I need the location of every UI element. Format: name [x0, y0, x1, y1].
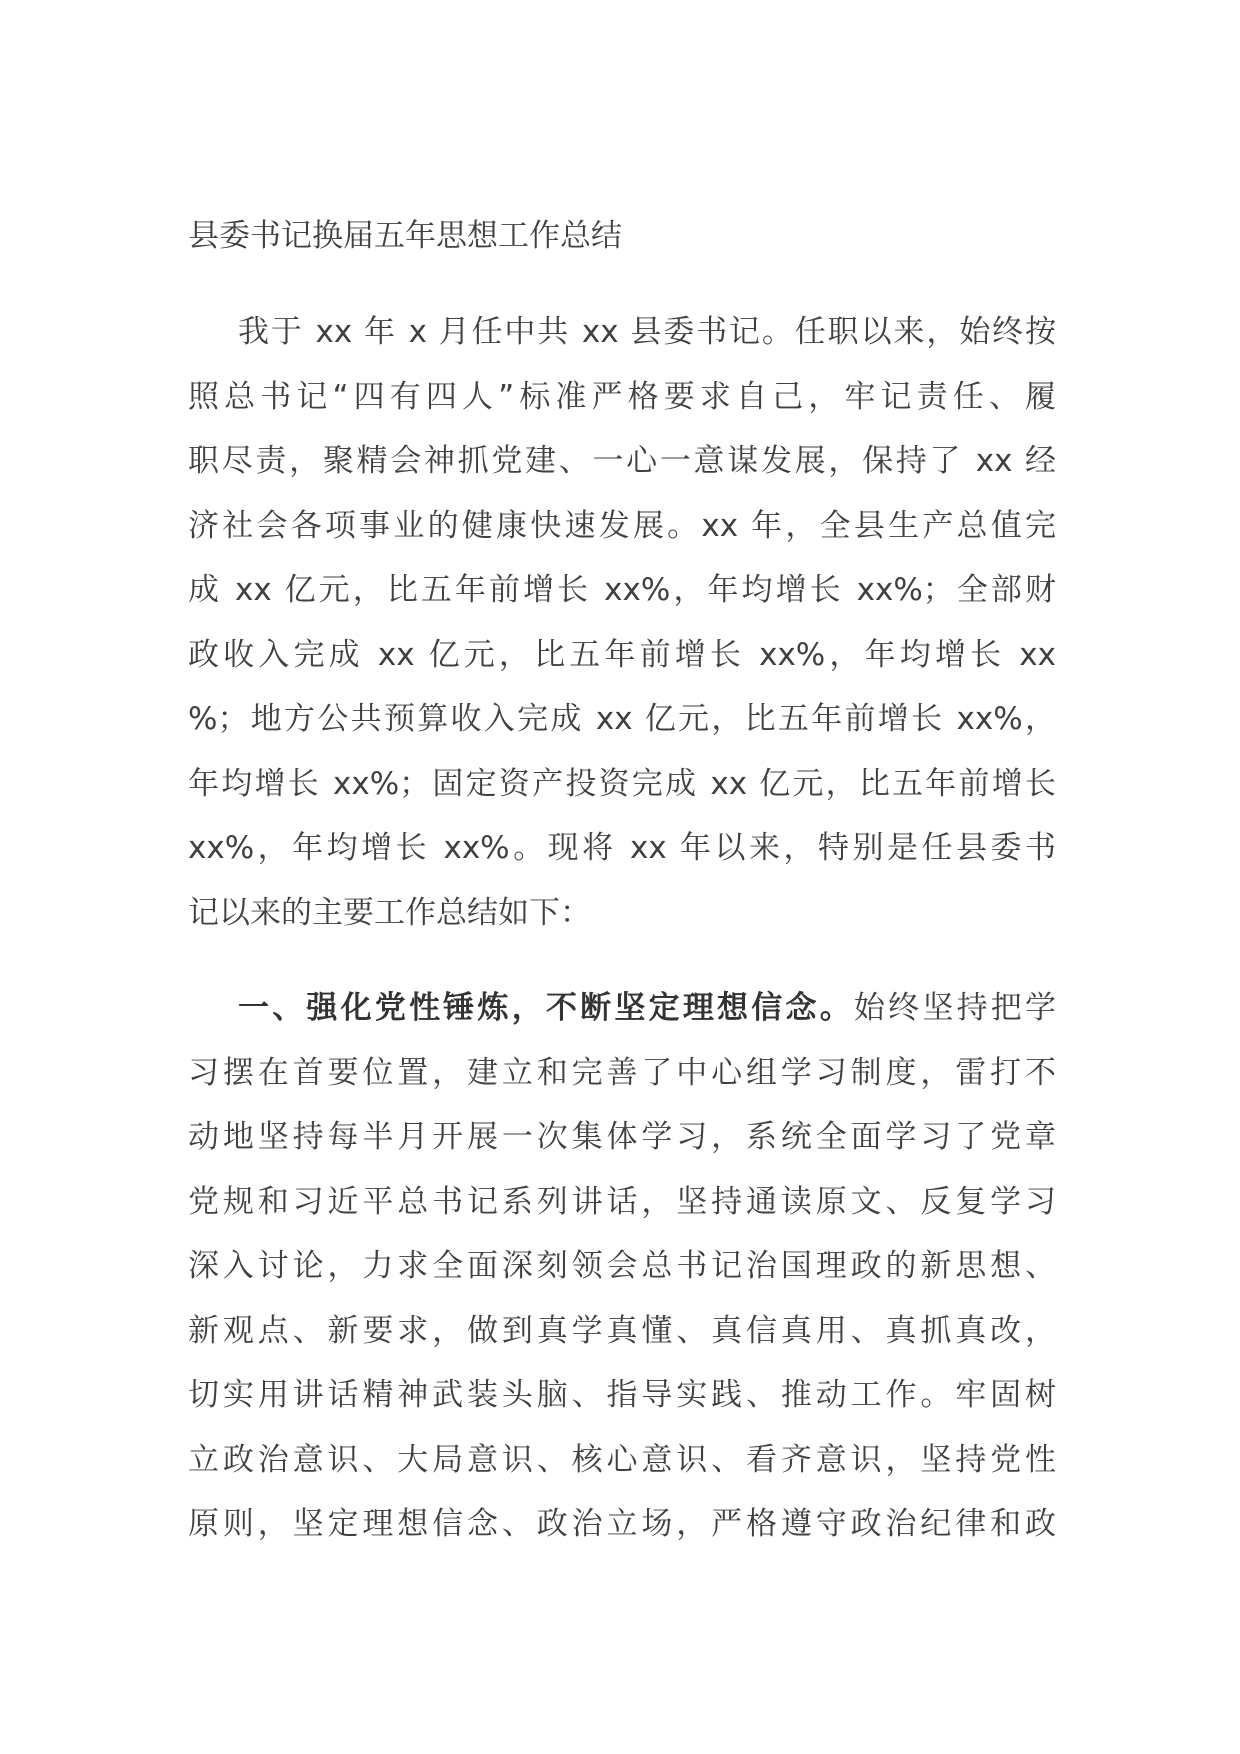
- text-line: 立政治意识、大局意识、核心意识、看齐意识，坚持党性: [188, 1441, 1056, 1478]
- text-line: 记以来的主要工作总结如下：: [188, 894, 591, 931]
- section-heading: 一、强化党性锤炼，不断坚定理想信念。: [238, 990, 854, 1026]
- text-run: 始终坚持把学: [853, 990, 1057, 1026]
- text-line: 我于 xx 年 x 月任中共 xx 县委书记。任职以来，始终按: [238, 314, 1056, 350]
- text-line: 新观点、新要求，做到真学真懂、真信真用、真抓真改，: [188, 1312, 1056, 1349]
- document-title: 县委书记换届五年思想工作总结: [188, 218, 622, 254]
- text-line: 成 xx 亿元，比五年前增长 xx%，年均增长 xx%；全部财: [188, 572, 1056, 608]
- text-line: 照总书记“四有四人”标准严格要求自己，牢记责任、履: [188, 378, 1056, 415]
- text-line: 职尽责，聚精会神抓党建、一心一意谋发展，保持了 xx 经: [188, 443, 1056, 479]
- text-line: 深入讨论，力求全面深刻领会总书记治国理政的新思想、: [188, 1248, 1056, 1284]
- text-line: 切实用讲话精神武装头脑、指导实践、推动工作。牢固树: [188, 1377, 1056, 1413]
- text-line: 党规和习近平总书记系列讲话，坚持通读原文、反复学习: [188, 1183, 1056, 1220]
- text-line: 习摆在首要位置，建立和完善了中心组学习制度，雷打不: [188, 1054, 1056, 1091]
- text-line: 济社会各项事业的健康快速发展。xx 年，全县生产总值完: [188, 507, 1056, 544]
- paragraph-intro: [188, 300, 1056, 945]
- text-line: 原则，坚定理想信念、政治立场，严格遵守政治纪律和政: [188, 1506, 1056, 1542]
- text-line: 年均增长 xx%；固定资产投资完成 xx 亿元，比五年前增长: [188, 765, 1056, 802]
- paragraph-section-one: [188, 976, 1056, 1557]
- text-line: [188, 976, 1056, 1041]
- text-line: xx%，年均增长 xx%。现将 xx 年以来，特别是任县委书: [188, 830, 1056, 866]
- text-line: 动地坚持每半月开展一次集体学习，系统全面学习了党章: [188, 1119, 1056, 1155]
- text-line: %；地方公共预算收入完成 xx 亿元，比五年前增长 xx%，: [188, 701, 1056, 737]
- text-line: 政收入完成 xx 亿元，比五年前增长 xx%，年均增长 xx: [188, 636, 1056, 673]
